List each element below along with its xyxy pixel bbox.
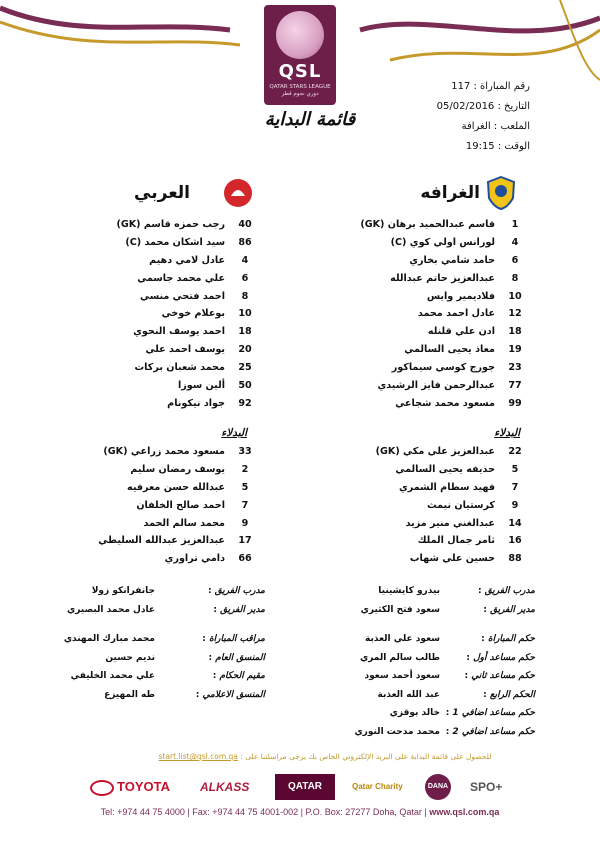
- player-number: 50: [238, 380, 252, 392]
- footer-website-link[interactable]: www.qsl.com.qa: [429, 807, 500, 817]
- player-name: سيد اشكان محمد (C): [125, 236, 225, 248]
- official-row: [320, 582, 535, 601]
- player-name: معاذ يحيى السالمي: [404, 344, 495, 356]
- official-row: [320, 686, 535, 705]
- player-row: [330, 323, 535, 341]
- official-role: مدرب الفريق: [484, 586, 535, 596]
- official-name: علي محمد الخليفي: [70, 671, 155, 682]
- player-name: جورج كوسي سيماكور: [391, 362, 495, 374]
- player-name: عبدالله حسن معرفيه: [127, 481, 225, 493]
- sponsor-qatar-charity: Qatar Charity: [352, 782, 403, 791]
- player-row: [330, 216, 535, 234]
- player-row: [60, 234, 265, 252]
- player-row: [60, 359, 265, 377]
- player-row: [330, 377, 535, 395]
- player-name: فلاديمير وايس: [426, 290, 495, 302]
- player-number: 7: [241, 499, 249, 511]
- player-number: 66: [238, 553, 252, 565]
- player-number: 5: [511, 463, 519, 475]
- home-team-name: الغرافه: [420, 183, 480, 203]
- sponsor-spo: SPO+: [470, 780, 503, 794]
- official-row: [50, 582, 265, 601]
- league-logo: [264, 5, 336, 105]
- player-number: 33: [238, 446, 252, 457]
- official-name: خالد بوقزي: [389, 708, 440, 719]
- separator: :: [445, 726, 453, 737]
- official-role: مراقب المباراة: [208, 634, 265, 644]
- player-number: 12: [508, 308, 522, 320]
- official-name: جانفرانكو زولا: [91, 586, 155, 596]
- player-name: كرستيان نيمث: [426, 499, 495, 511]
- home-subs-list: [330, 443, 535, 568]
- player-row: [60, 305, 265, 323]
- official-name: طالب سالم المري: [359, 652, 440, 663]
- home-subs-header: البدلاء: [494, 427, 520, 439]
- player-row: [330, 443, 535, 461]
- player-row: [60, 252, 265, 270]
- player-number: 6: [241, 272, 249, 284]
- player-number: 77: [508, 380, 522, 392]
- player-row: [330, 359, 535, 377]
- match-info-stadium: الملعب : الغرافة: [461, 121, 530, 132]
- official-row: [50, 667, 265, 686]
- official-role: حكم مساعد ثاني: [471, 671, 535, 682]
- player-row: [60, 216, 265, 234]
- away-staff: [50, 582, 265, 619]
- player-name: قاسم عبدالحميد برهان (GK): [360, 219, 495, 230]
- player-row: [330, 497, 535, 515]
- player-row: [60, 497, 265, 515]
- player-name: مسعود محمد زراعي (GK): [103, 446, 225, 457]
- player-row: [330, 252, 535, 270]
- player-number: 20: [238, 344, 252, 356]
- official-role: مدرب الفريق: [214, 586, 265, 596]
- player-name: احمد يوسف النحوي: [133, 326, 225, 338]
- official-name: نديم حسين: [105, 652, 155, 663]
- official-name: محمد مبارك المهندي: [63, 634, 155, 644]
- sponsor-dana: DANA: [425, 774, 451, 800]
- official-row: [320, 704, 535, 723]
- player-name: ثامر جمال الملك: [417, 535, 495, 547]
- player-name: جواد نيكونام: [167, 397, 225, 409]
- player-number: 9: [241, 517, 249, 529]
- notice-email-link[interactable]: start.list@qsl.com.qa: [158, 752, 238, 761]
- official-name: سعود فتح الكثيري: [360, 604, 440, 615]
- player-number: 10: [238, 308, 252, 320]
- separator: :: [445, 708, 453, 719]
- player-row: [60, 395, 265, 413]
- official-name: سعود أحمد سعود: [364, 671, 440, 682]
- player-number: 16: [508, 535, 522, 547]
- player-name: عبدالعزيز حاتم عبدالله: [390, 272, 495, 284]
- official-row: [320, 630, 535, 649]
- official-role: مقيم الحكام: [219, 671, 265, 682]
- match-info-number: رقم المباراة : 117: [451, 81, 530, 92]
- official-role: حكم المباراة: [487, 634, 535, 644]
- toyota-emblem-icon: [90, 780, 114, 796]
- home-team-crest-icon: [486, 176, 516, 210]
- player-name: مسعود محمد شجاعي: [395, 397, 495, 409]
- player-number: 99: [508, 397, 522, 409]
- player-name: علي محمد جاسمي: [137, 272, 225, 284]
- official-name: سعود علي العذبة: [365, 634, 440, 644]
- player-row: [330, 550, 535, 568]
- player-row: [330, 461, 535, 479]
- official-name: عبد الله العذبة: [377, 689, 440, 700]
- player-name: حسين علي شهاب: [409, 553, 495, 565]
- player-row: [60, 515, 265, 533]
- player-number: 40: [238, 219, 252, 230]
- player-name: عادل احمد محمد: [417, 308, 495, 320]
- sponsor-qatar-airways: QATAR: [275, 774, 335, 800]
- player-name: محمد سالم الحمد: [143, 517, 225, 529]
- player-row: [60, 377, 265, 395]
- player-name: عبدالغني منير مزيد: [405, 517, 495, 529]
- player-number: 4: [511, 236, 519, 248]
- player-row: [330, 288, 535, 306]
- separator: :: [466, 652, 474, 663]
- official-role: حكم مساعد اضافي 1: [452, 708, 535, 719]
- player-number: 4: [241, 254, 249, 266]
- official-role: مدير الفريق: [220, 604, 265, 615]
- official-row: [50, 686, 265, 705]
- player-number: 14: [508, 517, 522, 529]
- official-role: المنسق الاعلامي: [202, 689, 265, 700]
- player-number: 17: [238, 535, 252, 547]
- separator: :: [483, 604, 491, 615]
- referees-list: [320, 630, 535, 742]
- player-number: 22: [508, 446, 522, 457]
- ball-icon: [276, 11, 324, 59]
- player-row: [60, 443, 265, 461]
- sponsors-bar: [90, 774, 530, 802]
- player-name: ادن علي قلنله: [427, 326, 495, 338]
- player-name: لورانس اولي كوي (C): [390, 236, 495, 248]
- player-number: 7: [511, 481, 519, 493]
- official-role: حكم مساعد اضافي 2: [452, 726, 535, 737]
- player-row: [330, 395, 535, 413]
- match-info: [360, 77, 530, 157]
- player-name: بوعلام خوخي: [161, 308, 225, 320]
- match-info-date: التاريخ : 05/02/2016: [436, 101, 530, 112]
- player-name: ألين سوزا: [177, 380, 225, 392]
- player-row: [60, 461, 265, 479]
- match-officials-list: [50, 630, 265, 704]
- separator: :: [464, 671, 472, 682]
- official-row: [50, 649, 265, 668]
- separator: :: [483, 689, 490, 700]
- logo-subtitle: QATAR STARS LEAGUE دوري نجوم قطر: [269, 84, 331, 97]
- separator: :: [212, 671, 220, 682]
- player-row: [60, 270, 265, 288]
- player-name: حذيفه يحيى السالمي: [395, 463, 495, 475]
- player-row: [330, 532, 535, 550]
- player-name: دامي تراوري: [164, 553, 225, 565]
- player-row: [60, 532, 265, 550]
- footer-contact: Tel: +974 44 75 4000 | Fax: +974 44 75 4001-002 | P.O. Box: 27277 Doha, Qatar | www.qsl.com.qa: [100, 807, 500, 817]
- official-row: [50, 601, 265, 620]
- player-row: [330, 479, 535, 497]
- player-number: 92: [238, 397, 252, 409]
- player-name: فهيد سطام الشمري: [398, 481, 495, 493]
- official-name: محمد مدحت النوري: [354, 726, 440, 737]
- player-number: 86: [238, 236, 252, 248]
- player-number: 19: [508, 344, 522, 356]
- separator: :: [202, 634, 209, 644]
- player-name: يوسف رمضان سليم: [130, 463, 225, 475]
- player-row: [330, 515, 535, 533]
- player-number: 1: [511, 219, 519, 230]
- player-name: محمد شعبان بركات: [134, 362, 225, 374]
- official-name: عادل محمد البصيري: [66, 604, 155, 615]
- official-role: المنسق العام: [215, 652, 265, 663]
- away-starters-list: [60, 216, 265, 413]
- home-staff: [320, 582, 535, 619]
- separator: :: [207, 586, 215, 596]
- player-row: [60, 341, 265, 359]
- player-row: [330, 305, 535, 323]
- separator: :: [195, 689, 203, 700]
- away-subs-list: [60, 443, 265, 568]
- page-title: قائمة البداية: [264, 109, 356, 130]
- match-info-time: الوقت : 19:15: [465, 141, 530, 152]
- player-name: عبدالعزيز عبدالله السليطي: [98, 535, 225, 547]
- separator: :: [208, 652, 216, 663]
- official-name: بيدرو كايشينيا: [378, 586, 440, 596]
- separator: :: [477, 586, 485, 596]
- email-notice: للحصول على قائمة البداية على البريد الإلكتروني الخاص بك يرجى مراسلتنا على : start.list@qsl.com.qa: [158, 752, 492, 761]
- player-name: عبدالعزيز علي مكي (GK): [375, 446, 495, 457]
- player-row: [60, 288, 265, 306]
- official-row: [320, 601, 535, 620]
- away-team-crest-icon: [223, 178, 253, 208]
- player-row: [60, 550, 265, 568]
- official-row: [320, 667, 535, 686]
- player-number: 6: [511, 254, 519, 266]
- player-name: عادل لامي دهيم: [149, 254, 225, 266]
- player-name: حامد شامي بخاري: [409, 254, 495, 266]
- sponsor-toyota: TOYOTA: [90, 774, 170, 800]
- player-name: رجب حمزه قاسم (GK): [116, 219, 225, 230]
- player-row: [60, 323, 265, 341]
- player-name: عبدالرحمن فايز الرشيدي: [377, 380, 495, 392]
- away-subs-header: البدلاء: [221, 427, 247, 439]
- away-team-name: العربي: [134, 183, 190, 203]
- player-row: [330, 270, 535, 288]
- player-number: 8: [511, 272, 519, 284]
- separator: :: [213, 604, 221, 615]
- official-role: الحكم الرابع: [489, 689, 535, 700]
- official-row: [320, 723, 535, 742]
- sponsor-alkass: ALKASS: [200, 780, 250, 794]
- player-number: 2: [241, 463, 249, 475]
- player-name: يوسف احمد علي: [145, 344, 225, 356]
- separator: :: [481, 634, 488, 644]
- player-number: 18: [238, 326, 252, 338]
- official-name: طه المهيزع: [104, 689, 155, 700]
- player-name: احمد صالح الخلفان: [136, 499, 225, 511]
- player-number: 18: [508, 326, 522, 338]
- player-row: [330, 341, 535, 359]
- player-number: 5: [241, 481, 249, 493]
- player-number: 23: [508, 362, 522, 374]
- player-row: [330, 234, 535, 252]
- player-name: احمد فتحي منسي: [140, 290, 225, 302]
- player-row: [60, 479, 265, 497]
- logo-text: QSL: [278, 61, 322, 82]
- player-number: 10: [508, 290, 522, 302]
- official-role: مدير الفريق: [490, 604, 535, 615]
- official-role: حكم مساعد أول: [473, 652, 535, 663]
- official-row: [320, 649, 535, 668]
- official-row: [50, 630, 265, 649]
- player-number: 9: [511, 499, 519, 511]
- home-starters-list: [330, 216, 535, 413]
- player-number: 88: [508, 553, 522, 565]
- player-number: 8: [241, 290, 249, 302]
- player-number: 25: [238, 362, 252, 374]
